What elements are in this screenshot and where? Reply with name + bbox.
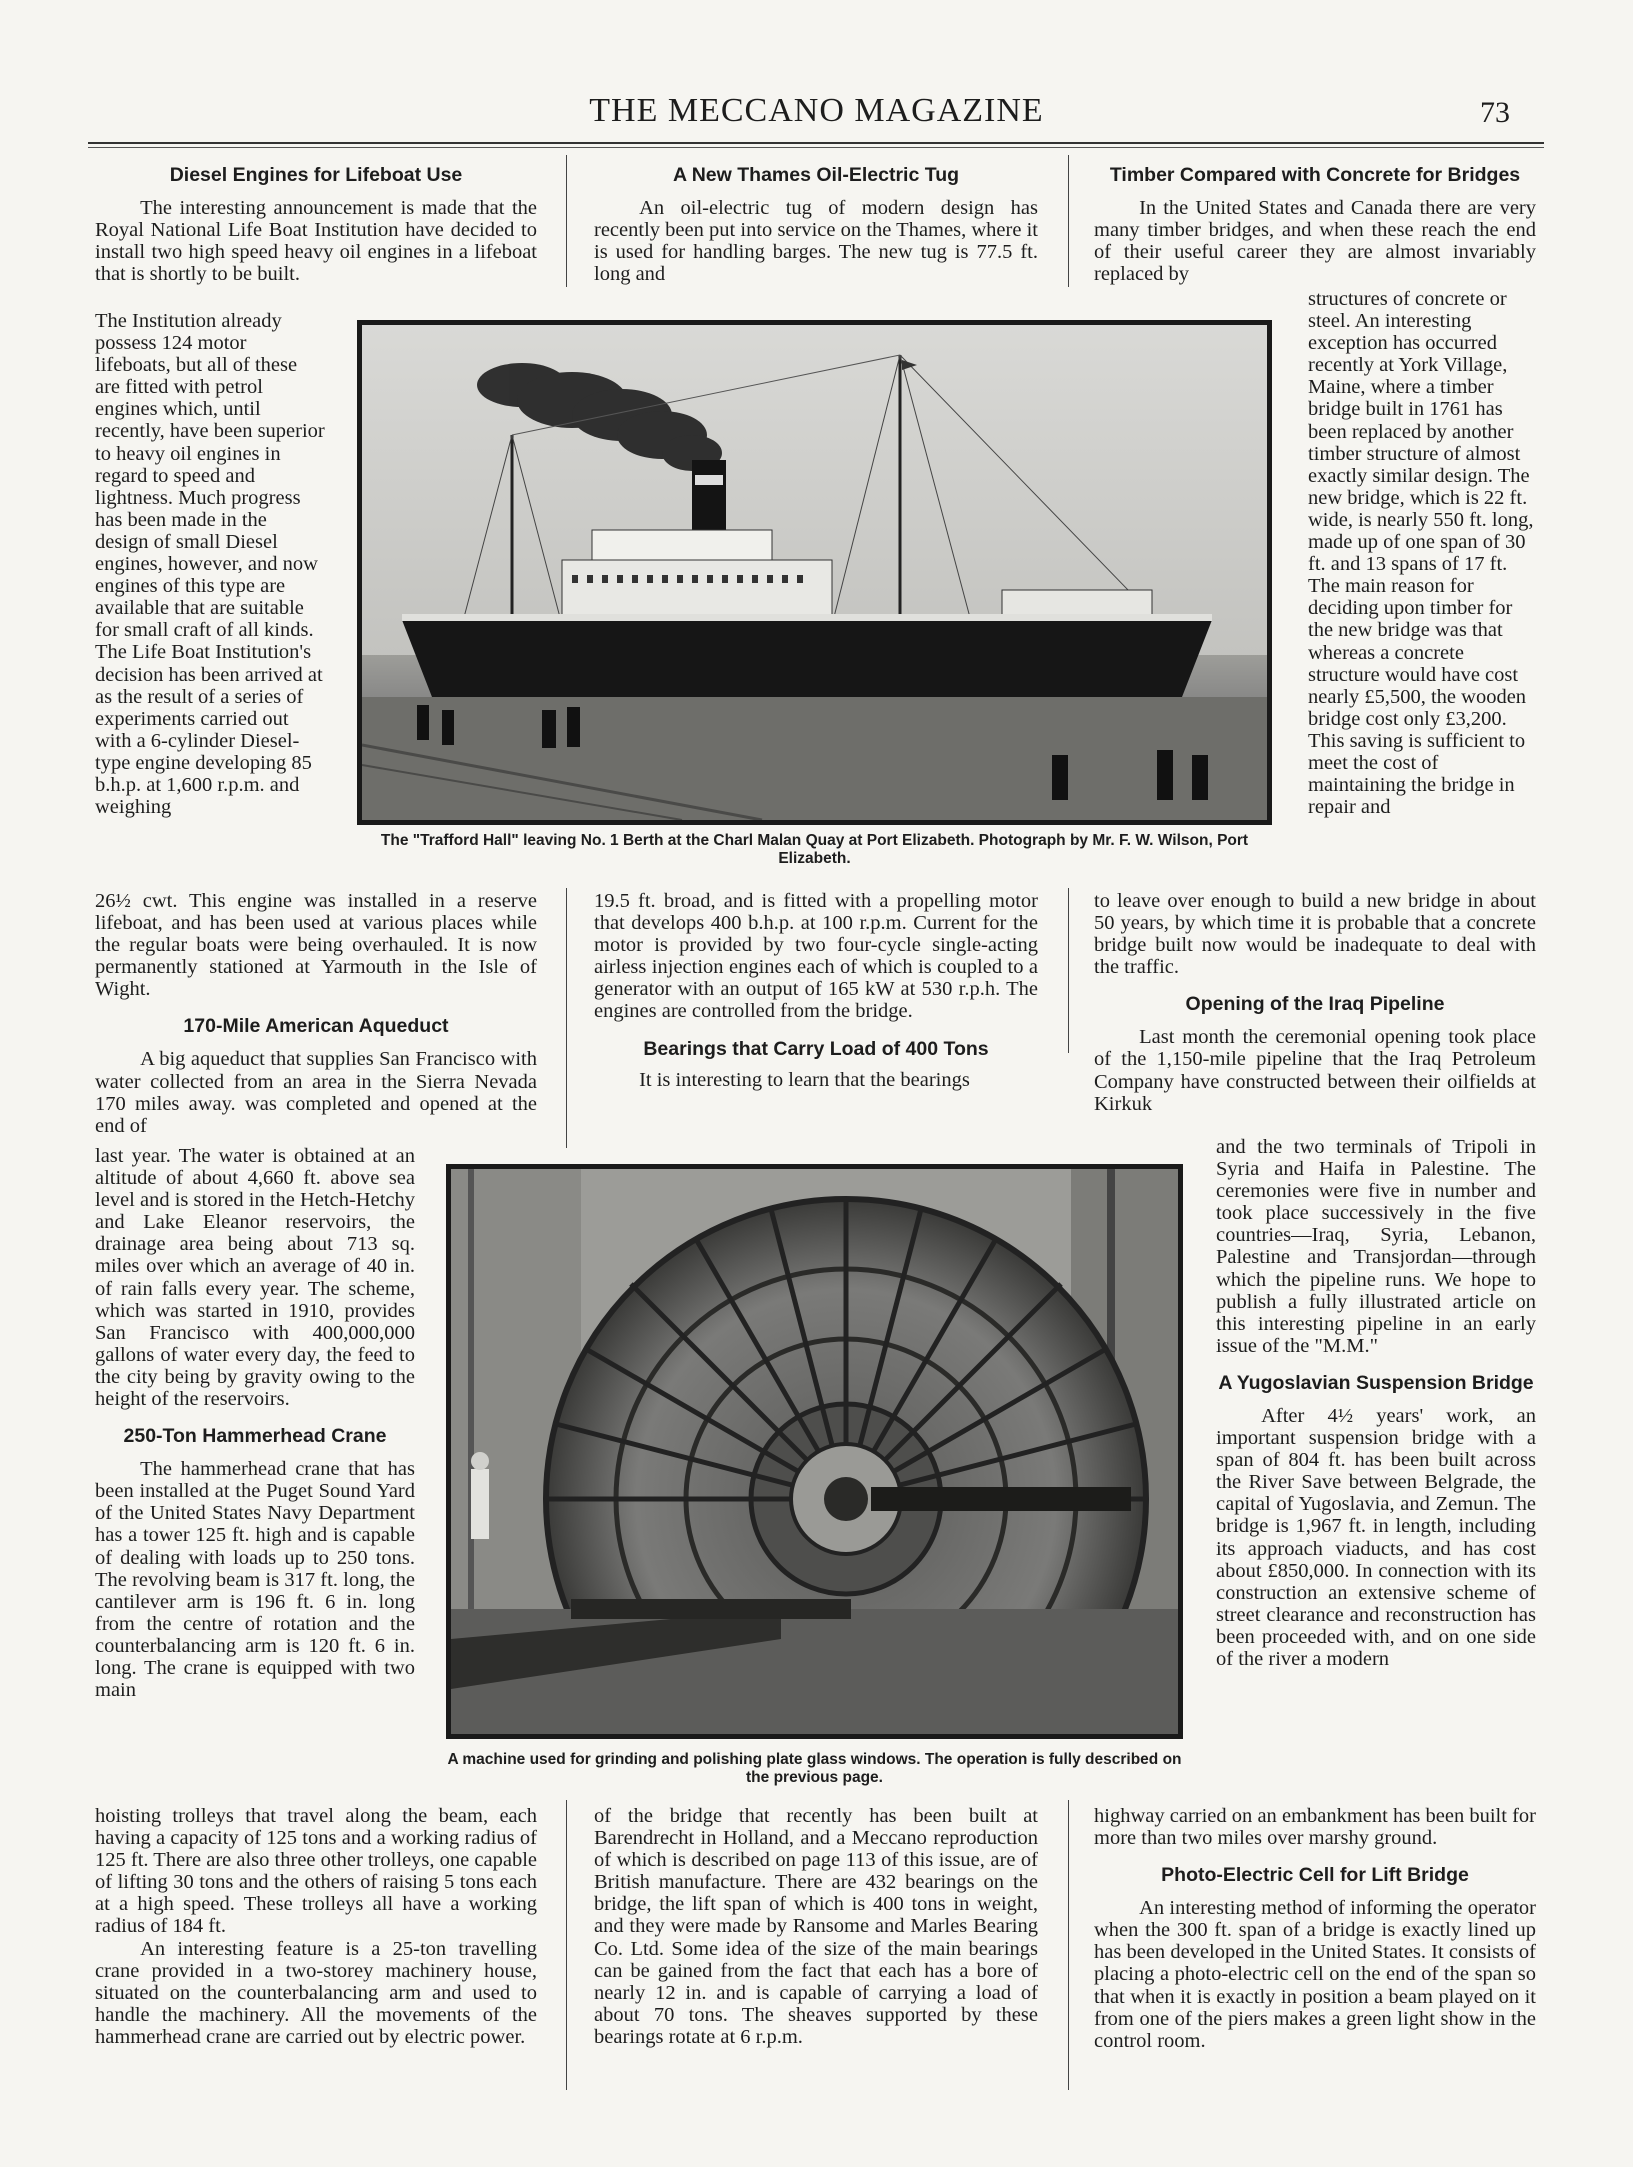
paragraph-yugoslavian-intro: After 4½ years' work, an important suspension bridge with a span of 804 ft. has been built across the River Save between Belgrade, the capital of Yugoslavia, and Zemun. The bridge is 1,967 ft. in length, including its approach viaducts, and has cost about £850,000. In connection with its construction an extensive scheme of street clearance and reconstruction has been proceeded with, and on one side of the river a modern bbox=[1216, 1404, 1536, 1670]
heading-timber-bridges: Timber Compared with Concrete for Bridges bbox=[1109, 164, 1521, 186]
ship-photograph bbox=[357, 320, 1272, 825]
machine-photograph-caption: A machine used for grinding and polishing plate glass windows. The operation is fully described on the previous page. bbox=[447, 1751, 1182, 1786]
column-1-mid bbox=[95, 890, 537, 1137]
paragraph-yugoslavian-end: highway carried on an embankment has been built for more than two miles over marshy ground. bbox=[1094, 1805, 1536, 1850]
column-divider-right-top bbox=[1068, 155, 1069, 287]
paragraph-timber-end: to leave over enough to build a new bridge in about 50 years, by which time it is probable that a concrete bridge built now would be inadequate to deal with the traffic. bbox=[1094, 890, 1536, 979]
header-rule bbox=[88, 142, 1544, 144]
column-2-bottom bbox=[594, 1805, 1038, 2048]
column-3-mid bbox=[1094, 890, 1536, 1115]
column-divider-left-bottom bbox=[566, 1800, 567, 2090]
paragraph-aqueduct-body: last year. The water is obtained at an altitude of about 4,660 ft. above sea level and is stored in the Hetch-Hetchy and Lake Eleanor reservoirs, the drainage area being about 713 sq. miles over which an average of 40 in. of rain falls every year. The scheme, which was started in 1910, provides San Francisco with 400,000,000 gallons of water every day, the feed to the city being by gravity owing to the height of the reservoirs. bbox=[95, 1145, 415, 1411]
heading-bearings: Bearings that Carry Load of 400 Tons bbox=[643, 1037, 989, 1060]
column-1-aqueduct-narrow bbox=[95, 1145, 415, 1701]
paragraph-diesel-intro: The interesting announcement is made that the Royal National Life Boat Institution have decided to install two high speed heavy oil engines in a lifeboat that is shortly to be built. bbox=[95, 197, 537, 286]
paragraph-tug-body: 19.5 ft. broad, and is fitted with a propelling motor that develops 400 b.h.p. at 100 r.p.m. Current for the motor is provided by two four-cycle single-acting airless injection engines each of which is coupled to a generator with an output of 165 kW at 530 r.p.h. The engines are controlled from the bridge. bbox=[594, 890, 1038, 1023]
column-2-top bbox=[594, 163, 1038, 285]
paragraph-pipeline-body: and the two terminals of Tripoli in Syria and Haifa in Palestine. The ceremonies were five in number and took place successively in the five countries—Iraq, Syria, Lebanon, Palestine and Transjordan—through which the pipeline runs. We hope to publish a fully illustrated article on this interesting pipeline in an early issue of the "M.M." bbox=[1216, 1136, 1536, 1357]
paragraph-crane-body: hoisting trolleys that travel along the beam, each having a capacity of 125 tons and a working radius of 125 ft. There are also three other trolleys, one capable of lifting 30 tons and the others of raising 5 tons each at a high speed. These trolleys all have a working radius of 184 ft. bbox=[95, 1805, 537, 1938]
heading-diesel-engines: Diesel Engines for Lifeboat Use bbox=[169, 164, 463, 186]
paragraph-timber-body: structures of concrete or steel. An interesting exception has occurred recently at York Village, Maine, where a timber bridge built in 1761 has been replaced by another timber structure of almost exactly similar design. The new bridge, which is 22 ft. wide, is nearly 550 ft. long, made up of one span of 30 ft. and 13 spans of 17 ft. The main reason for deciding upon timber for the new bridge was that whereas a concrete structure would have cost nearly £5,500, the wooden bridge cost only £3,200. This saving is sufficient to meet the cost of maintaining the bridge in repair and bbox=[1308, 288, 1534, 819]
paragraph-timber-intro: In the United States and Canada there are very many timber bridges, and when these reach the end of their useful career they are almost invariably replaced by bbox=[1094, 197, 1536, 286]
paragraph-bearings-intro: It is interesting to learn that the bearings bbox=[639, 1068, 970, 1091]
paragraph-bearings-body: of the bridge that recently has been built at Barendrecht in Holland, and a Meccano reproduction of which is described on page 113 of this issue, are of British manufacture. There are 432 bearings on the bridge, the lift span of which is 400 tons in weight, and they were made by Ransome and Marles Bearing Co. Ltd. Some idea of the size of the main bearings can be gained from the fact that each has a bore of nearly 12 in. and is capable of carrying a load of about 70 tons. The sheaves supported by these bearings rotate at 6 r.p.m. bbox=[594, 1805, 1038, 2048]
header-rule-thin bbox=[88, 147, 1544, 148]
heading-aqueduct: 170-Mile American Aqueduct bbox=[183, 1015, 449, 1038]
heading-thames-tug: A New Thames Oil-Electric Tug bbox=[672, 164, 960, 186]
column-2-mid bbox=[594, 890, 1038, 1091]
heading-iraq-pipeline: Opening of the Iraq Pipeline bbox=[1185, 993, 1445, 1016]
column-3-bottom bbox=[1094, 1805, 1536, 2052]
column-1-top bbox=[95, 163, 537, 285]
paragraph-crane-feature: An interesting feature is a 25-ton travelling crane provided in a two-storey machinery house, situated on the counterbalancing arm and used to handle the machinery. All the movements of the hammerhead crane are carried out by electric power. bbox=[95, 1937, 537, 2048]
column-divider-right-mid bbox=[1068, 888, 1069, 1053]
magazine-title: THE MECCANO MAGAZINE bbox=[589, 92, 1044, 129]
paragraph-aqueduct-intro: A big aqueduct that supplies San Francisco with water collected from an area in the Sierra Nevada 170 miles away. was completed and opened at the end of bbox=[95, 1048, 537, 1137]
machine-photograph bbox=[446, 1164, 1183, 1739]
column-divider-right-bottom bbox=[1068, 1800, 1069, 2090]
column-divider-left-mid bbox=[566, 888, 567, 1148]
column-1-bottom bbox=[95, 1805, 537, 2048]
column-3-narrow bbox=[1308, 288, 1536, 818]
page-number: 73 bbox=[1480, 96, 1510, 129]
paragraph-tug-intro: An oil-electric tug of modern design has recently been put into service on the Thames, where it is used for handling barges. The new tug is 77.5 ft. long and bbox=[594, 197, 1038, 286]
heading-photo-electric-cell: Photo-Electric Cell for Lift Bridge bbox=[1161, 1864, 1469, 1887]
paragraph-pipeline-intro: Last month the ceremonial opening took place of the 1,150-mile pipeline that the Iraq Petroleum Company have constructed between their oilfields at Kirkuk bbox=[1094, 1026, 1536, 1115]
column-3-top bbox=[1094, 163, 1536, 285]
paragraph-crane-intro: The hammerhead crane that has been installed at the Puget Sound Yard of the United States Navy Department has a tower 125 ft. high and is capable of dealing with loads up to 250 tons. The revolving beam is 317 ft. long, the cantilever arm is 196 ft. 6 in. long from the centre of rotation and the counterbalancing arm is 120 ft. 6 in. long. The crane is equipped with two main bbox=[95, 1458, 415, 1702]
heading-yugoslavian-bridge: A Yugoslavian Suspension Bridge bbox=[1218, 1371, 1534, 1394]
column-divider-left-top bbox=[566, 155, 567, 287]
paragraph-photo-electric: An interesting method of informing the operator when the 300 ft. span of a bridge is exactly lined up has been developed in the United States. It consists of placing a photo-electric cell on the end of the span so that when it is exactly in position a beam played on it from one of the piers makes a green light show in the control room. bbox=[1094, 1897, 1536, 2052]
column-3-pipeline-narrow bbox=[1216, 1136, 1536, 1670]
ship-photograph-caption: The "Trafford Hall" leaving No. 1 Berth at the Charl Malan Quay at Port Elizabeth. Photograph by Mr. F. W. Wilson, Port Elizabeth. bbox=[380, 832, 1249, 867]
column-1-narrow bbox=[95, 310, 325, 818]
paragraph-diesel-body: The Institution already possess 124 motor lifeboats, but all of these are fitted with petrol engines which, until recently, have been superior to heavy oil engines in regard to speed and lightness. Much progress has been made in the design of small Diesel engines, however, and now engines of this type are available that are suitable for small craft of all kinds. The Life Boat Institution's decision has been arrived at as the result of a series of experiments carried out with a 6-cylinder Diesel-type engine developing 85 b.h.p. at 1,600 r.p.m. and weighing bbox=[95, 310, 325, 819]
heading-hammerhead-crane: 250-Ton Hammerhead Crane bbox=[123, 1425, 387, 1448]
paragraph-diesel-end: 26½ cwt. This engine was installed in a reserve lifeboat, and has been used at various places while the regular boats were being overhauled. It is now permanently stationed at Yarmouth in the Isle of Wight. bbox=[95, 890, 537, 1001]
